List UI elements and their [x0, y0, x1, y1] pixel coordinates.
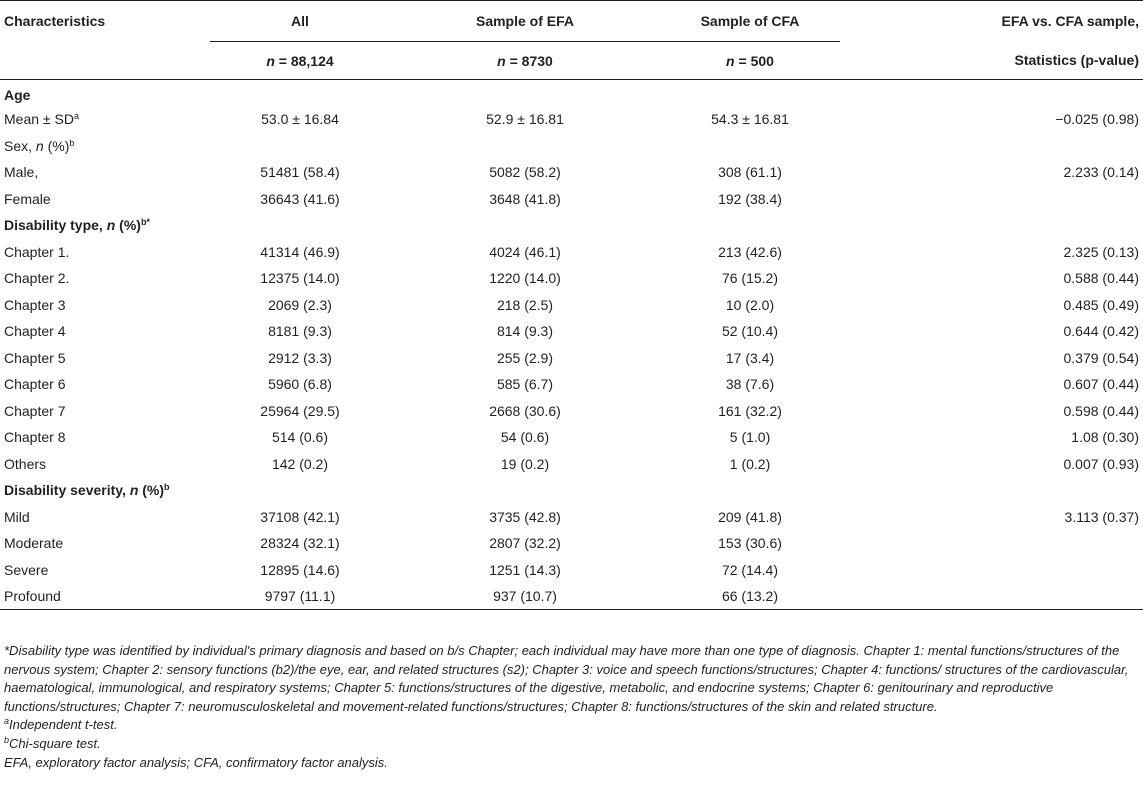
cell-cfa: 66 (13.2) [721, 588, 779, 604]
cell-efa: 4024 (46.1) [489, 243, 561, 260]
table-row [0, 451, 1143, 478]
cell-all: 514 (0.6) [271, 429, 329, 446]
row-label: Chapter 4 [4, 323, 66, 340]
cell-efa: 3735 (42.8) [489, 508, 561, 525]
cell-all: 5960 (6.8) [268, 376, 332, 393]
cell-efa: 2668 (30.6) [489, 402, 561, 419]
header-sample-efa: Sample of EFA [390, 1, 660, 42]
cell-efa: 255 (2.9) [496, 349, 554, 366]
header-n-all: n = 88,124 [210, 42, 390, 80]
table-row [0, 557, 1143, 584]
row-label: Chapter 5 [4, 349, 66, 366]
cell-cfa: 209 (41.8) [718, 508, 782, 525]
row-label: Female [4, 190, 51, 207]
cell-all: 36643 (41.6) [260, 190, 340, 207]
section-sex-row [0, 133, 1143, 160]
cell-efa: 2807 (32.2) [489, 535, 561, 552]
cell-stat: 0.379 (0.54) [1063, 349, 1139, 366]
section-age-row [0, 80, 1143, 107]
cell-efa: 814 (9.3) [496, 323, 554, 340]
cell-stat: 3.113 (0.37) [1064, 508, 1139, 525]
header-efa-vs-cfa: EFA vs. CFA sample, [840, 1, 1143, 42]
cell-stat: 0.644 (0.42) [1063, 323, 1139, 340]
cell-all: 25964 (29.5) [260, 402, 340, 419]
table-row [0, 159, 1143, 186]
row-label: Mild [4, 508, 30, 525]
cell-stat: 0.485 (0.49) [1063, 296, 1139, 313]
cell-stat: 0.607 (0.44) [1063, 376, 1139, 393]
cell-all: 12895 (14.6) [260, 561, 340, 578]
cell-cfa: 213 (42.6) [718, 243, 782, 260]
cell-stat [840, 186, 1143, 213]
header-characteristics: Characteristics [0, 1, 210, 42]
table-row [0, 398, 1143, 425]
cell-cfa: 161 (32.2) [718, 402, 782, 419]
cell-efa: 54 (0.6) [500, 429, 550, 446]
header-n-cfa: n = 500 [660, 42, 840, 80]
cell-stat [840, 557, 1143, 584]
cell-all: 12375 (14.0) [260, 270, 340, 287]
cell-cfa: 308 (61.1) [718, 164, 782, 181]
footnotes [0, 636, 1143, 772]
table-row [0, 186, 1143, 213]
cell-efa: 52.9 ± 16.81 [486, 111, 564, 128]
cell-cfa: 17 (3.4) [725, 349, 775, 366]
disability-rows [0, 239, 1143, 478]
row-label: Severe [4, 561, 49, 578]
cell-cfa: 1 (0.2) [729, 455, 771, 472]
cell-stat: −0.025 (0.98) [1055, 111, 1139, 128]
cell-cfa: 38 (7.6) [725, 376, 775, 393]
header-n-row [0, 42, 1143, 80]
table-row [0, 504, 1143, 531]
cell-cfa: 72 (14.4) [721, 561, 779, 578]
table-row [0, 530, 1143, 557]
cell-efa: 19 (0.2) [500, 455, 550, 472]
cell-efa: 5082 (58.2) [489, 164, 561, 181]
cell-all: 2912 (3.3) [268, 349, 332, 366]
row-label: Chapter 1. [4, 243, 70, 260]
cell-all: 28324 (32.1) [260, 535, 340, 552]
footnote-disability: *Disability type was identified by individual's primary diagnosis and based on b/s Chapter; each individual may have more than one type of diagnosis. Chapter 1: mental functions/structures of the nervous system; Chapter 2: sensory functions (b2)/the eye, ear, and related structures (s2); Chapter 3: voice and speech functions/structures; Chapter 4: functions/ structures of the cardiovascular, haematological, immunological, and respiratory systems; Chapter 5: functions/structures of the digestive, metabolic, and endocrine systems; Chapter 6: genitourinary and reproductive functions/structures; Chapter 7: neuromusculoskeletal and movement-related functions/structures; Chapter 8: functions/structures of the skin and related structure. [4, 643, 1129, 714]
cell-cfa: 153 (30.6) [718, 535, 782, 552]
section-disability-row [0, 212, 1143, 239]
row-label: Moderate [4, 535, 64, 552]
cell-stat: 2.325 (0.13) [1063, 243, 1139, 260]
header-n-efa: n = 8730 [390, 42, 660, 80]
cell-cfa: 192 (38.4) [718, 190, 782, 207]
table-row [0, 424, 1143, 451]
cell-efa: 1220 (14.0) [489, 270, 561, 287]
cell-all: 53.0 ± 16.84 [261, 111, 339, 128]
table-row [0, 265, 1143, 292]
cell-all: 8181 (9.3) [268, 323, 332, 340]
section-age: Age [4, 87, 31, 103]
section-severity-row [0, 477, 1143, 504]
footnote-b: $^b$Chi-square test. [4, 734, 101, 751]
header-row [0, 1, 1143, 42]
cell-cfa: 5 (1.0) [729, 429, 771, 446]
table-row [0, 106, 1143, 133]
cell-stat [840, 583, 1143, 610]
row-label-mean: Mean ± $SD^a$ [4, 111, 79, 128]
cell-stat: 0.007 (0.93) [1063, 455, 1139, 472]
cell-cfa: 10 (2.0) [725, 296, 775, 313]
cell-all: 2069 (2.3) [268, 296, 332, 313]
row-label: Male, [4, 164, 39, 181]
cell-all: 142 (0.2) [271, 455, 329, 472]
table-row [0, 292, 1143, 319]
cell-efa: 937 (10.7) [493, 588, 557, 604]
row-label: Chapter 7 [4, 402, 66, 419]
section-sex: Sex, n (%)$^b$ [4, 137, 75, 154]
row-label: Chapter 3 [4, 296, 66, 313]
footnote-abbreviations: EFA, exploratory factor analysis; CFA, confirmatory factor analysis. [4, 754, 388, 770]
cell-stat: 2.233 (0.14) [1063, 164, 1139, 181]
cell-cfa: 76 (15.2) [721, 270, 779, 287]
footnote-a: $^a$Independent t-test. [4, 716, 118, 733]
cell-all: 37108 (42.1) [260, 508, 340, 525]
header-statistics: Statistics (p-value) [840, 42, 1143, 80]
table-row [0, 345, 1143, 372]
cell-stat: 0.588 (0.44) [1063, 270, 1139, 287]
table-row [0, 318, 1143, 345]
cell-cfa: 52 (10.4) [721, 323, 779, 340]
section-disability-type: Disability type, n (%)$^{b*}$ [4, 217, 150, 234]
header-sample-cfa: Sample of CFA [660, 1, 840, 42]
header-all: All [210, 1, 390, 42]
row-label: Chapter 8 [4, 429, 66, 446]
table-row [0, 371, 1143, 398]
cell-all: 9797 (11.1) [264, 588, 336, 604]
cell-efa: 218 (2.5) [496, 296, 554, 313]
cell-all: 41314 (46.9) [260, 243, 340, 260]
cell-stat: 1.08 (0.30) [1071, 429, 1139, 446]
row-label: Chapter 2. [4, 270, 70, 287]
cell-efa: 3648 (41.8) [489, 190, 561, 207]
cell-stat [840, 530, 1143, 557]
row-label: Others [4, 455, 47, 472]
section-disability-severity: Disability severity, n (%)$^b$ [4, 482, 170, 499]
cell-stat: 0.598 (0.44) [1063, 402, 1139, 419]
table-row [0, 239, 1143, 266]
severity-rows [0, 504, 1143, 610]
cell-all: 51481 (58.4) [260, 164, 340, 181]
cell-efa: 1251 (14.3) [489, 561, 561, 578]
table-row [0, 583, 1143, 610]
cell-efa: 585 (6.7) [496, 376, 554, 393]
cell-cfa: 54.3 ± 16.81 [711, 111, 789, 128]
row-label: Profound [4, 588, 61, 604]
row-label: Chapter 6 [4, 376, 66, 393]
